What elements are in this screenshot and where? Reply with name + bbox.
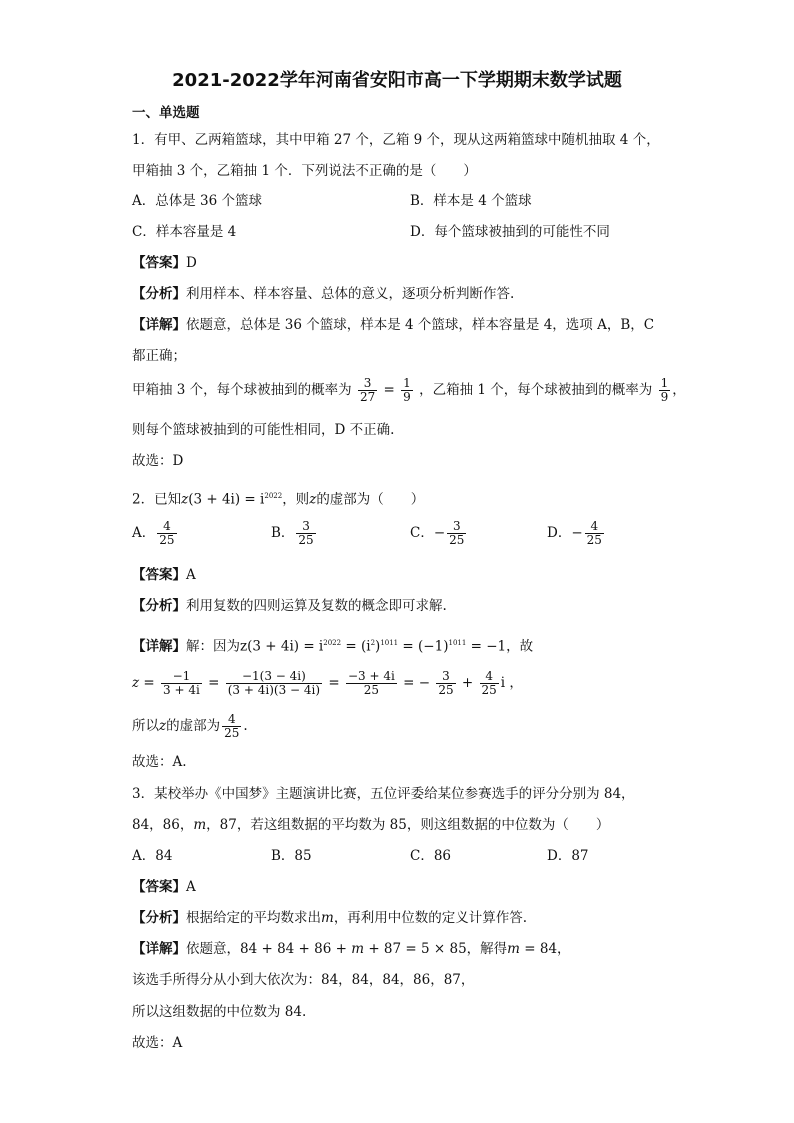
fraction (222, 713, 241, 740)
q3-stem-line2 (132, 816, 609, 834)
variable-z: z (309, 491, 317, 508)
fraction-numerator: 4 (163, 519, 171, 533)
variable-z: z (132, 675, 140, 691)
variable-m: m (321, 910, 334, 926)
equation-part: = (−1) (398, 638, 449, 655)
fraction-denominator: 25 (438, 683, 454, 697)
q1-analysis-text: 利用样本、样本容量、总体的意义，逐项分析判断作答. (186, 286, 515, 302)
plus-sign: + (461, 675, 474, 691)
q2-options-row (132, 520, 652, 556)
q2-conclusion: 故选：A. (132, 754, 187, 770)
fraction-numerator: 3 (442, 669, 450, 683)
detail-label: 【详解】 (132, 317, 186, 333)
q3-option-b: B．85 (271, 848, 312, 864)
option-fraction (157, 520, 176, 547)
q1-analysis (132, 285, 514, 303)
q2-stem-mid: ，则 (282, 491, 310, 508)
equation-part: + 87 = 5 × 85 (364, 941, 467, 957)
fraction-denominator: 25 (159, 533, 175, 547)
q2-option-c (410, 520, 468, 547)
q3-analysis (132, 909, 527, 927)
q2-stem-suffix: 的虚部为（ ） (316, 491, 425, 508)
fraction-denominator: 9 (403, 390, 411, 404)
equals-sign: = (143, 675, 155, 691)
fraction-denominator: 25 (298, 533, 314, 547)
q3-answer-value: A (186, 879, 196, 895)
variable-m: m (193, 817, 207, 833)
fraction-denominator: 25 (224, 726, 240, 740)
detail-label: 【详解】 (132, 941, 186, 957)
analysis-label: 【分析】 (132, 910, 186, 926)
q1-detail-text3a: 甲箱抽 3 个，每个球被抽到的概率为 (132, 382, 352, 398)
equation-part: ) (375, 638, 381, 655)
q1-answer (132, 254, 197, 272)
q2-option-b (271, 520, 318, 547)
equals-sign: = (328, 675, 340, 691)
fraction (480, 670, 499, 697)
q1-option-a: A．总体是 36 个篮球 (132, 193, 263, 209)
fraction (226, 670, 322, 697)
q2-stem (132, 487, 424, 509)
q1-detail-text1: 依题意，总体是 36 个篮球，样本是 4 个篮球，样本容量是 4，选项 A，B，C (186, 317, 655, 333)
q1-fraction-1-9-b (659, 377, 671, 404)
analysis-label: 【分析】 (132, 286, 186, 302)
q1-answer-value: D (186, 255, 197, 271)
fraction-numerator: 1 (403, 376, 411, 390)
q3-detail-text: 依题意， (186, 941, 240, 957)
page-title: 2021-2022学年河南省安阳市高一下学期期末数学试题 (172, 70, 622, 91)
equation-part: = (i (341, 638, 371, 655)
q1-option-d: D．每个篮球被抽到的可能性不同 (410, 224, 610, 240)
q3-stem-line1: 3．某校举办《中国梦》主题演讲比赛，五位评委给某位参赛选手的评分分别为 84， (132, 786, 635, 802)
q1-fraction-3-27 (358, 377, 377, 404)
fraction-denominator: 25 (449, 533, 465, 547)
q3-option-d: D．87 (547, 848, 589, 864)
equation-part: 84 + 84 + 86 + (240, 941, 352, 957)
equals-sign: = (383, 382, 395, 398)
comma: ， (672, 382, 686, 398)
fraction-denominator: 9 (660, 390, 669, 404)
fraction-numerator: 4 (227, 712, 236, 726)
q3-detail-line2: 该选手所得分从小到大依次为：84，84，84，86，87， (132, 972, 475, 988)
q1-stem-line1: 1．有甲、乙两箱篮球，其中甲箱 27 个，乙箱 9 个，现从这两箱篮球中随机抽取 4 个， (132, 132, 660, 148)
detail-label: 【详解】 (132, 638, 186, 655)
exponent: 1011 (448, 639, 467, 647)
q3-conclusion: 故选：A (132, 1035, 183, 1051)
fraction-denominator: 25 (346, 683, 397, 697)
fraction (346, 670, 397, 697)
fraction-numerator: −1 (172, 669, 191, 683)
option-fraction (585, 520, 604, 547)
analysis-label: 【分析】 (132, 598, 186, 614)
q1-detail-line4: 则每个篮球被抽到的可能性相同，D 不正确. (132, 422, 395, 438)
q3-stem-text: ，87，若这组数据的平均数为 85，则这组数据的中位数为（ ） (206, 817, 610, 833)
fraction-numerator: 3 (302, 519, 310, 533)
q1-fraction-1-9 (401, 377, 413, 404)
q1-detail-text3b: ，乙箱抽 1 个，每个球被抽到的概率为 (419, 382, 653, 398)
q1-detail-line3 (132, 375, 686, 405)
q2-detail-line2 (132, 667, 523, 699)
fraction-numerator: 3 (363, 376, 372, 390)
answer-label: 【答案】 (132, 567, 186, 583)
equals-sign: = (208, 675, 220, 691)
fraction-denominator: (3 + 4i)(3 − 4i) (227, 683, 321, 697)
q2-analysis-text: 利用复数的四则运算及复数的概念即可求解. (186, 598, 447, 614)
fraction-denominator: 3 + 4i (163, 683, 200, 697)
exponent: 2 (370, 639, 376, 647)
option-fraction (296, 520, 315, 547)
variable-m: m (507, 941, 520, 957)
answer-label: 【答案】 (132, 255, 186, 271)
q1-stem-line2: 甲箱抽 3 个，乙箱抽 1 个．下列说法不正确的是（ ） (132, 163, 477, 179)
fraction-numerator: 4 (590, 519, 599, 533)
option-label: D．− (547, 525, 583, 541)
q2-analysis (132, 597, 447, 615)
option-label: A． (132, 525, 156, 541)
q3-analysis-text: 根据给定的平均数求出 (186, 910, 321, 926)
q3-detail-line3: 所以这组数据的中位数为 84. (132, 1004, 307, 1020)
variable-m: m (351, 941, 365, 957)
q1-option-b: B．样本是 4 个篮球 (410, 193, 532, 209)
fraction-numerator: −3 + 4i (347, 669, 395, 683)
q2-stem-prefix: 2．已知 (132, 491, 182, 508)
imaginary-unit: i ， (500, 675, 523, 691)
fraction (161, 670, 202, 697)
option-label: B． (271, 525, 295, 541)
q3-option-c: C．86 (410, 848, 452, 864)
equation-part: z(3 + 4i) = i (240, 638, 324, 655)
q2-detail-line3 (132, 711, 248, 741)
q3-detail-line1 (132, 940, 571, 958)
option-label: C．− (410, 525, 446, 541)
q3-analysis-text: ，再利用中位数的定义计算作答. (333, 910, 528, 926)
q2-detail-prefix: 所以 (132, 718, 159, 734)
section-heading: 一、单选题 (132, 105, 200, 121)
fraction-numerator: 3 (452, 519, 461, 533)
q2-option-a (132, 520, 179, 547)
q1-conclusion: 故选：D (132, 453, 184, 469)
fraction-numerator: 1 (660, 376, 669, 390)
option-fraction (447, 520, 466, 547)
fraction-numerator: −1(3 − 4i) (241, 669, 306, 683)
minus-sign: = − (403, 675, 431, 691)
q3-stem-text: 84，86， (132, 817, 194, 833)
variable-z: z (159, 718, 167, 734)
exponent: 1011 (380, 639, 399, 647)
fraction-denominator: 27 (359, 390, 376, 404)
q2-stem-equation: (3 + 4i) = i (188, 491, 265, 508)
exponent: 2022 (323, 639, 342, 647)
q1-option-c: C．样本容量是 4 (132, 224, 237, 240)
q3-detail-text: = 84， (519, 941, 571, 957)
fraction-numerator: 4 (485, 669, 493, 683)
q3-detail-text: ，解得 (466, 941, 508, 957)
q2-answer (132, 566, 196, 584)
answer-label: 【答案】 (132, 879, 186, 895)
q2-detail-line1 (132, 634, 533, 656)
q3-option-a: A．84 (132, 848, 173, 864)
fraction (436, 670, 455, 697)
equation-part: = −1，故 (466, 638, 534, 655)
q1-detail-line1 (132, 316, 654, 334)
q2-option-d (547, 520, 606, 547)
q2-detail-prefix: 解：因为 (186, 638, 240, 655)
variable-z: z (181, 491, 189, 508)
q3-answer (132, 878, 196, 896)
q2-detail-text: 的虚部为 (166, 718, 221, 734)
exponent: 2022 (264, 492, 283, 500)
fraction-denominator: 25 (481, 683, 497, 697)
fraction-denominator: 25 (586, 533, 602, 547)
q1-detail-line2: 都正确； (132, 348, 186, 364)
period: . (243, 718, 248, 734)
q2-answer-value: A (186, 567, 196, 583)
